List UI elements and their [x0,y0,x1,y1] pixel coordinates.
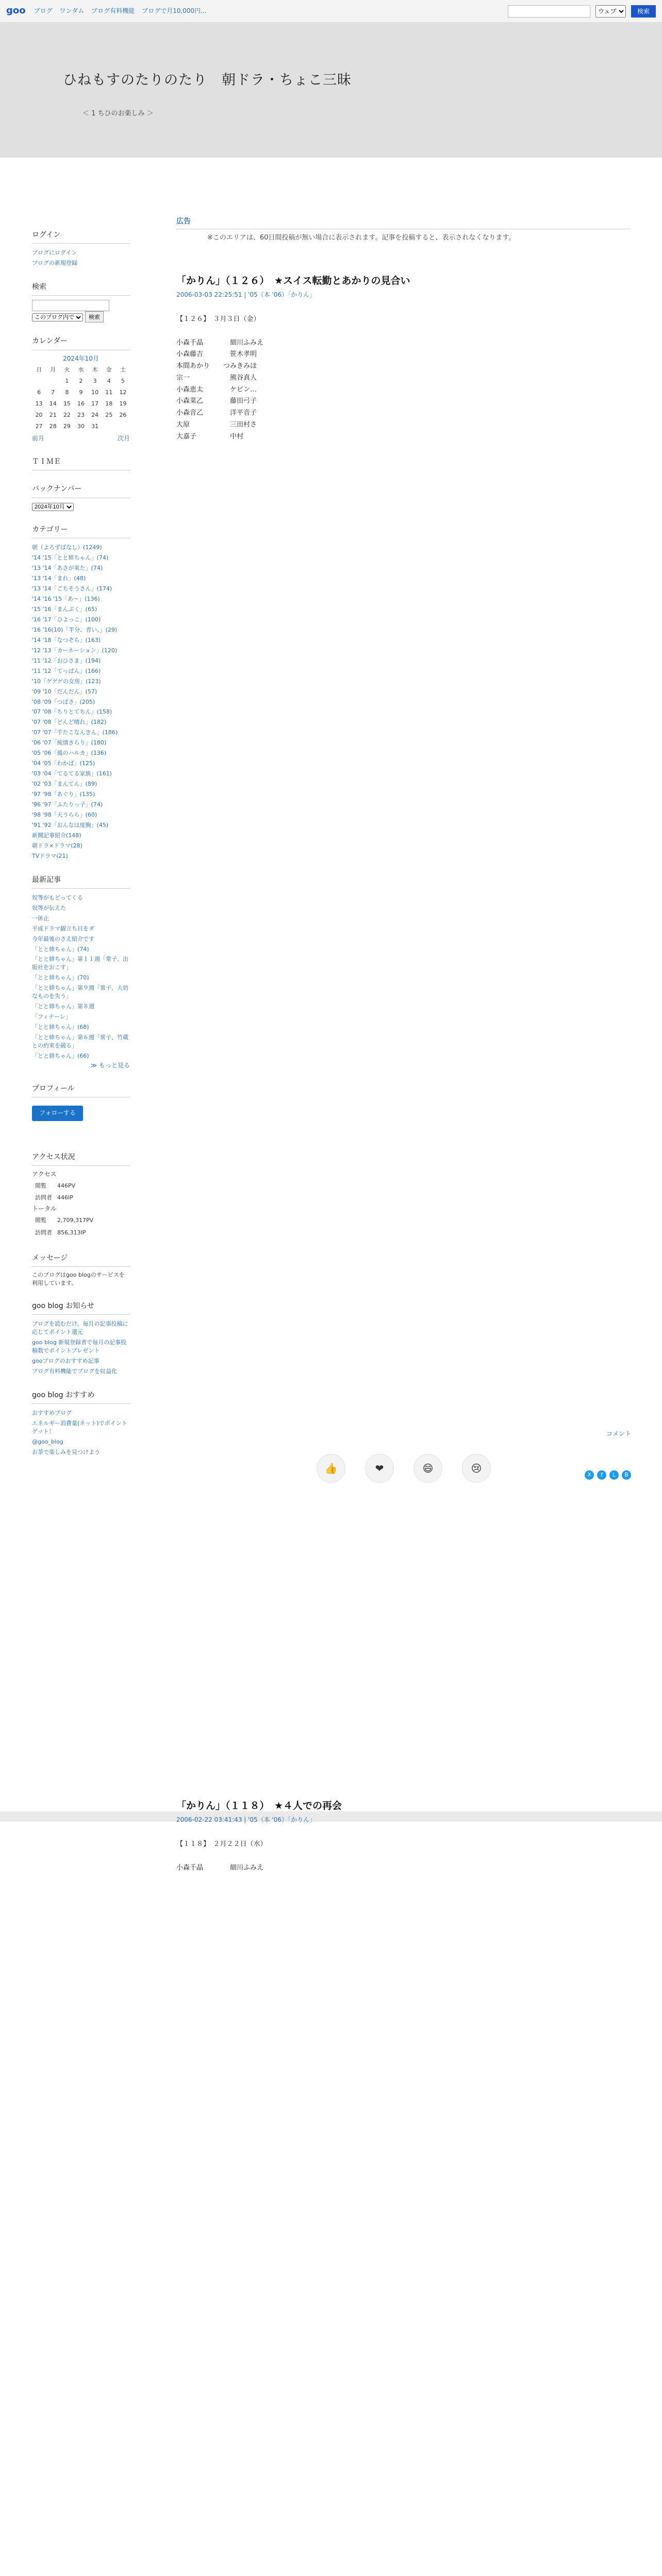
recent-item[interactable]: 奴等が伝えた [32,904,66,911]
goo-news-heading: goo blog お知らせ [32,1301,130,1315]
category-item[interactable]: '06 '07「純情きらり」(180) [32,739,107,747]
stat-label: 訪問者 [35,1194,52,1201]
access-label-today: アクセス [32,1171,57,1178]
top-links [34,7,500,15]
category-item[interactable]: '15 '16「まんぷく」(65) [32,606,97,613]
register-link[interactable]: ブログの新規登録 [32,260,77,267]
message-text: このブログはgoo blogのサービスを利用しています。 [32,1271,125,1286]
recent-item[interactable]: 「とと姉ちゃん」(68) [32,1024,89,1030]
access-total-table [32,1214,96,1240]
stat-label: 閲覧 [35,1216,46,1224]
main-column [176,216,631,1930]
goo-news-list [32,1319,130,1377]
category-item[interactable]: '03 '04「てるてる家族」(161) [32,770,112,777]
calendar-day: 26 [119,411,127,418]
calendar-day: 2 [79,378,83,385]
recent-item[interactable]: 今年最後のさえ紹介です [32,935,94,942]
category-item[interactable]: '07 '08「ちりとてちん」(158) [32,708,112,716]
goo-reco-item[interactable]: おすすめブログ [32,1410,72,1417]
calendar-day: 1 [65,378,69,385]
follow-button[interactable]: フォローする [32,1106,83,1121]
calendar-day: 31 [91,422,99,430]
recent-item[interactable]: 「フィナーレ」 [32,1013,71,1021]
share-hatena-icon[interactable]: B [622,1470,631,1480]
post-1 [176,274,631,1526]
category-item[interactable]: '14 '15「とと姉ちゃん」(74) [32,554,109,562]
recent-item[interactable]: 奴等がもどってくる [32,894,83,901]
post-2 [176,1799,631,1909]
calendar-day: 16 [77,400,85,407]
calendar-day [102,421,116,432]
category-item[interactable]: '07 '08「どんど晴れ」(182) [32,719,107,726]
recent-item[interactable]: 「とと姉ちゃん」(66) [32,1052,89,1059]
top-search-input[interactable] [508,5,590,18]
calendar-caption: 2024年10月 [63,354,99,362]
backnumber-heading: バックナンバー [32,484,130,498]
stat-label: 訪問者 [35,1229,52,1236]
reaction-cry-icon[interactable]: 😢 [462,1454,491,1483]
category-item[interactable]: '02 '03「まんてん」(89) [32,781,97,788]
calendar-day: 29 [63,422,71,430]
goo-reco-item[interactable]: お茶で楽しみを見つけよう [32,1448,100,1455]
category-item[interactable]: '12 '13「カーネーション」(120) [32,647,118,654]
top-link-earn[interactable]: ブログで月10,000円... [142,7,207,14]
category-item[interactable]: '04 '05「わかば」(125) [32,760,95,767]
sidebar [32,216,130,1462]
dow: 日 [36,366,42,374]
calendar-day: 11 [105,389,113,396]
notice-text: ※このエリアは、60日間投稿が無い場合に表示されます。記事を投稿すると、表示されなくなります。 [207,234,516,242]
category-item[interactable]: '14 '18「なつぞら」(163) [32,636,101,643]
category-item[interactable]: 朝ドラ×ドラマ(28) [32,842,82,849]
reaction-like-icon[interactable]: 👍 [317,1454,345,1483]
category-item[interactable]: '07 '07「芋たこなんきん」(186) [32,729,118,736]
side-search-scope[interactable] [32,313,83,321]
calendar-day: 23 [77,411,85,418]
calendar-day: 12 [119,389,127,396]
category-list [32,543,130,861]
category-item[interactable]: '91 '92「おんなは度胸」(45) [32,821,109,828]
share-facebook-icon[interactable]: f [597,1470,606,1480]
post-title[interactable]: 「かりん」（１２６） ★スイス転勤とあかりの見合い [176,275,410,287]
calendar-day: 7 [51,389,55,396]
goo-reco-list [32,1408,130,1458]
recent-more-link[interactable]: ≫ もっと見る [90,1061,130,1069]
ad-label: 広告 [176,216,631,229]
category-item[interactable]: '13 '14「あさが来た」(74) [32,565,103,572]
post-body: 【１１８】 ２月２２日（水） 小森千晶 細川ふみえ [176,1840,267,1872]
time-heading: ＴＩＭＥ [32,456,130,470]
post-meta[interactable]: 2006-03-03 22:25:51 | '05（本 '06）「かりん」 [176,291,316,298]
stat-value: 856,313IP [57,1229,86,1236]
calendar-day: 17 [91,400,99,407]
login-link[interactable]: ブログにログイン [32,249,77,257]
category-item[interactable]: '13 '14「ごちそうさん」(174) [32,585,112,592]
calendar-day: 9 [79,389,83,396]
calendar-day [116,421,130,432]
calendar-day: 15 [63,400,71,407]
calendar-day: 22 [63,411,71,418]
recent-item[interactable]: 「とと姉ちゃん」第９週「常子、大切なものを失う」 [32,985,128,1000]
category-item[interactable]: '96 '97「ふたりっ子」(74) [32,801,103,808]
content-wrap [0,158,662,2576]
reaction-heart-icon[interactable]: ❤ [365,1454,394,1483]
calendar-day: 5 [121,378,125,385]
calendar-day: 4 [107,378,111,385]
access-table [32,1179,78,1205]
login-heading: ログイン [32,230,130,244]
recent-item[interactable]: 「とと姉ちゃん」第６週「常子、竹蔵との約束を破る」 [32,1033,128,1049]
dow: 火 [64,366,70,374]
share-x-icon[interactable]: X [585,1470,594,1480]
post-body: 【１２６】 ３月３日（金） 小森千晶 細川ふみえ 小森藤吉 笹木孝明 本間あかり つみきみほ 宗一 熊谷真人 小森恵太 ケビン… 小森菜乙 藤田弓子 小森音乙 洋平音子 大原 三田村さ 大嘉子 中村 [176,315,264,440]
calendar-heading: カレンダー [32,336,130,350]
category-item[interactable]: '11 '12「てっぱん」(166) [32,667,101,674]
dow: 水 [78,366,84,374]
category-item[interactable]: '10「ゲゲゲの女房」(123) [32,677,101,685]
goo-reco-heading: goo blog おすすめ [32,1390,130,1404]
calendar-day [46,376,60,387]
calendar-day: 21 [49,411,57,418]
category-item[interactable]: '16 '16(10)「半分、青い。」(29) [32,626,118,633]
reaction-laugh-icon[interactable]: 😄 [413,1454,442,1483]
category-item[interactable]: '05 '06「風のハルカ」(136) [32,750,107,757]
category-heading: カテゴリー [32,524,130,538]
share-icons [176,1470,631,1480]
recent-item[interactable]: 「とと姉ちゃん」(70) [32,974,89,981]
side-search-button[interactable]: 検索 [85,311,104,323]
category-item[interactable]: 新聞記事紹介(148) [32,832,81,839]
calendar-prev[interactable]: 前月 [32,434,45,442]
goo-reco-item[interactable]: @goo_blog [32,1438,63,1445]
recent-item[interactable]: 平成ドラマ観立ち日をダ [32,925,94,932]
calendar-day: 18 [105,400,113,407]
calendar-day: 8 [65,389,69,396]
dow: 木 [92,366,98,374]
recent-item[interactable]: 「とと姉ちゃん」第８週 [32,1003,94,1010]
goo-news-item[interactable]: gooブログのおすすめ記事 [32,1357,100,1364]
category-item[interactable]: '09 '10「だんだん」(57) [32,688,97,695]
calendar-day: 14 [49,400,57,407]
backnumber-select[interactable] [32,503,74,511]
category-item[interactable]: '14 '16 '15「あ〜」(136) [32,596,100,603]
calendar-day: 13 [35,400,43,407]
calendar-day: 10 [91,389,99,396]
goo-news-item[interactable]: ブログを読むだけ。毎月の記事投稿に応じてポイント還元 [32,1320,128,1336]
recent-item[interactable]: 「とと姉ちゃん」(74) [32,945,89,953]
stat-label: 閲覧 [35,1182,46,1189]
stat-value: 446IP [57,1194,73,1201]
access-heading: アクセス状況 [32,1152,130,1166]
comment-link[interactable]: コメント [606,1430,631,1438]
calendar-day: 27 [35,422,43,430]
category-item[interactable]: 朝（よろずばなし）(1249) [32,544,102,551]
dow: 土 [120,366,126,374]
calendar-day: 19 [119,400,127,407]
stat-value: 446PV [57,1182,76,1189]
calendar-day: 24 [91,411,99,418]
calendar-day: 6 [37,389,41,396]
calendar-next[interactable]: 次月 [117,434,130,442]
calendar-day: 25 [105,411,113,418]
goo-news-item[interactable]: goo blog 新規登録者で毎月の記事投稿数でポイントプレゼント [32,1339,127,1354]
category-item[interactable]: '16 '17「ひよっこ」(100) [32,616,101,623]
calendar [32,354,130,432]
top-link-paid[interactable]: ブログ有料機能 [91,7,135,14]
stat-value: 2,709,317PV [57,1216,94,1224]
search-heading: 検索 [32,282,130,296]
goo-logo[interactable]: goo [6,5,26,16]
top-link-blog[interactable]: ブログ [34,7,53,14]
blog-title[interactable]: ひねもすのたりのたり 朝ドラ・ちょこ三昧 [63,72,352,88]
category-item[interactable]: '08 '09「つばさ」(205) [32,698,95,705]
goo-reco-item[interactable]: エネルギー消費量(ネット)でポイントゲット！ [32,1419,127,1435]
calendar-day [32,376,46,387]
access-label-total: トータル [32,1205,57,1213]
category-item[interactable]: '97 '98「あぐり」(135) [32,790,95,798]
goo-news-item[interactable]: ブログ有料機能でブログを収益化 [32,1367,117,1375]
top-bar [0,0,662,23]
post-title[interactable]: 「かりん」（１１８） ★４人での再会 [176,1800,342,1812]
share-line-icon[interactable]: L [609,1470,619,1480]
blog-header [0,23,662,158]
dow: 金 [106,366,112,374]
recent-item[interactable]: 「とと姉ちゃん」第１１週「常子、出版社をおこす」 [32,956,128,971]
calendar-day: 28 [49,422,57,430]
top-search-select[interactable] [595,5,626,18]
top-link-wondam[interactable]: ワンダム [59,7,85,14]
post-meta[interactable]: 2006-02-22 03:41:43 | '05（本 '06）「かりん」 [176,1816,316,1823]
top-search-button[interactable]: 検索 [631,5,656,18]
recent-list [32,893,130,1061]
recent-item[interactable]: 一休止 [32,914,49,922]
category-item[interactable]: '98 '98「天うらら」(60) [32,811,97,818]
category-item[interactable]: '11 '12「おひさま」(194) [32,657,101,664]
message-heading: メッセージ [32,1253,130,1267]
category-item[interactable]: '13 '14「まれ」(48) [32,575,86,582]
side-search-input[interactable] [32,300,109,311]
category-item[interactable]: TVドラマ(21) [32,852,68,859]
recent-heading: 最新記事 [32,875,130,889]
calendar-day: 20 [35,411,43,418]
blog-subtitle: ＜ 1 ちひのお楽しみ ＞ [82,110,154,117]
calendar-day: 30 [77,422,85,430]
calendar-day: 3 [93,378,97,385]
profile-heading: プロフィール [32,1083,130,1097]
dow: 月 [50,366,56,374]
